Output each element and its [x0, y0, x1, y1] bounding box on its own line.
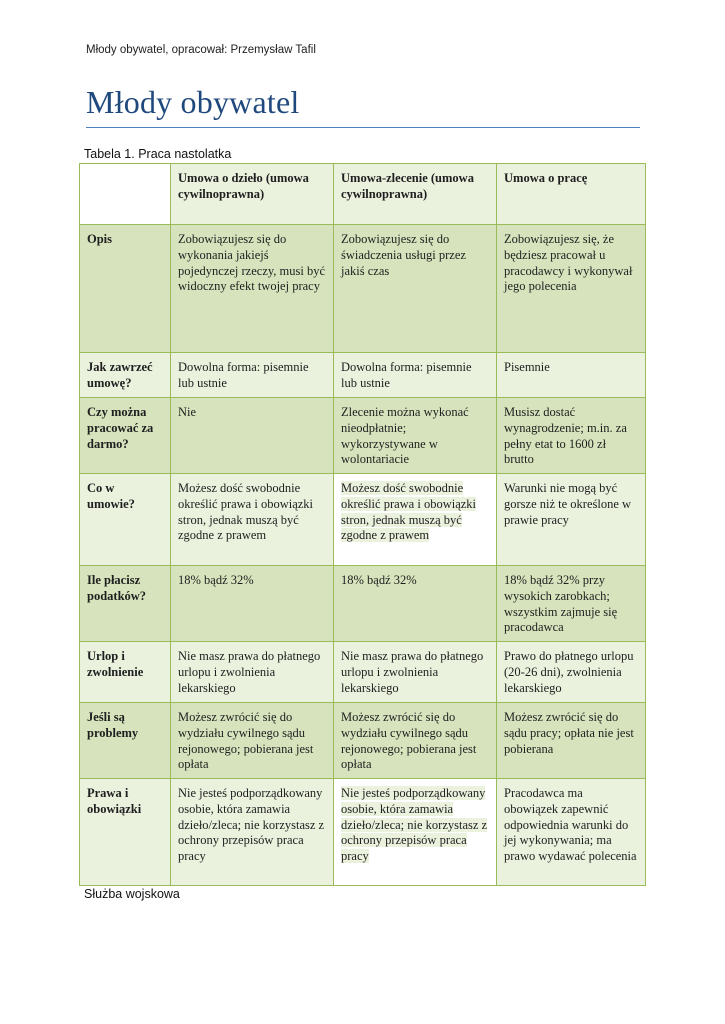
- table-cell: Zobowiązujesz się do świadczenia usługi przez jakiś czas: [334, 225, 497, 353]
- table-cell: Pracodawca ma obowiązek zapewnić odpowiednia warunki do jej wykonywania; ma prawo wydawać polecenia: [497, 779, 646, 886]
- table-cell: Nie: [171, 398, 334, 474]
- table-row: [80, 353, 646, 398]
- row-label: Jak zawrzeć umowę?: [80, 353, 171, 398]
- table-header-row: [80, 164, 646, 225]
- comparison-table: [79, 163, 646, 886]
- row-label: Czy można pracować za darmo?: [80, 398, 171, 474]
- table-row: [80, 703, 646, 779]
- table-cell: Nie jesteś podporządkowany osobie, która zamawia dzieło/zleca; nie korzystasz z ochrony przepisów praca pracy: [171, 779, 334, 886]
- header-cell-umowa-zlecenie: Umowa-zlecenie (umowa cywilnoprawna): [334, 164, 497, 225]
- table-row: [80, 642, 646, 703]
- table-row: [80, 225, 646, 353]
- table-cell: 18% bądź 32%: [171, 566, 334, 642]
- table-row: [80, 566, 646, 642]
- table-cell: Pisemnie: [497, 353, 646, 398]
- table-cell: Musisz dostać wynagrodzenie; m.in. za pełny etat to 1600 zł brutto: [497, 398, 646, 474]
- header-cell-umowa-o-prace: Umowa o pracę: [497, 164, 646, 225]
- row-label: Urlop i zwolnienie: [80, 642, 171, 703]
- table-cell: 18% bądź 32%: [334, 566, 497, 642]
- table-cell: Zobowiązujesz się do wykonania jakiejś pojedynczej rzeczy, musi być widoczny efekt twojej pracy: [171, 225, 334, 353]
- row-label: Prawa i obowiązki: [80, 779, 171, 886]
- table-cell: 18% bądź 32% przy wysokich zarobkach; wszystkim zajmuje się pracodawca: [497, 566, 646, 642]
- highlighted-text: Możesz dość swobodnie określić prawa i obowiązki stron, jednak muszą być zgodne z prawem: [341, 481, 477, 543]
- row-label: Co w umowie?: [80, 474, 171, 566]
- row-label: Opis: [80, 225, 171, 353]
- next-section-heading: Służba wojskowa: [84, 887, 180, 901]
- table-caption: Tabela 1. Praca nastolatka: [84, 147, 232, 161]
- table-cell: Warunki nie mogą być gorsze niż te określone w prawie pracy: [497, 474, 646, 566]
- table-cell: Możesz zwrócić się do wydziału cywilnego sądu rejonowego; pobierana jest opłata: [171, 703, 334, 779]
- table-cell: Zobowiązujesz się, że będziesz pracował u pracodawcy i wykonywał jego polecenia: [497, 225, 646, 353]
- table-cell: [334, 779, 497, 886]
- table-row: [80, 474, 646, 566]
- table-cell: Zlecenie można wykonać nieodpłatnie; wykorzystywane w wolontariacie: [334, 398, 497, 474]
- table-cell: Nie masz prawa do płatnego urlopu i zwolnienia lekarskiego: [171, 642, 334, 703]
- row-label: Jeśli są problemy: [80, 703, 171, 779]
- header-cell-empty: [80, 164, 171, 225]
- document-title: Młody obywatel: [86, 84, 300, 120]
- table-cell: Prawo do płatnego urlopu (20-26 dni), zwolnienia lekarskiego: [497, 642, 646, 703]
- table-cell: Dowolna forma: pisemnie lub ustnie: [334, 353, 497, 398]
- title-underline: [86, 127, 640, 128]
- table-row: [80, 398, 646, 474]
- table-cell: Możesz zwrócić się do sądu pracy; opłata nie jest pobierana: [497, 703, 646, 779]
- table-cell: Możesz dość swobodnie określić prawa i obowiązki stron, jednak muszą być zgodne z prawem: [171, 474, 334, 566]
- table-cell: Nie masz prawa do płatnego urlopu i zwolnienia lekarskiego: [334, 642, 497, 703]
- table-cell: [334, 474, 497, 566]
- table-cell: Dowolna forma: pisemnie lub ustnie: [171, 353, 334, 398]
- header-cell-umowa-o-dzielo: Umowa o dzieło (umowa cywilnoprawna): [171, 164, 334, 225]
- row-label: Ile płacisz podatków?: [80, 566, 171, 642]
- table-cell: Możesz zwrócić się do wydziału cywilnego sądu rejonowego; pobierana jest opłata: [334, 703, 497, 779]
- table-row: [80, 779, 646, 886]
- running-header: Młody obywatel, opracował: Przemysław Tafil: [86, 44, 316, 56]
- highlighted-text: Nie jesteś podporządkowany osobie, która zamawia dzieło/zleca; nie korzystasz z ochrony przepisów praca pracy: [341, 786, 488, 864]
